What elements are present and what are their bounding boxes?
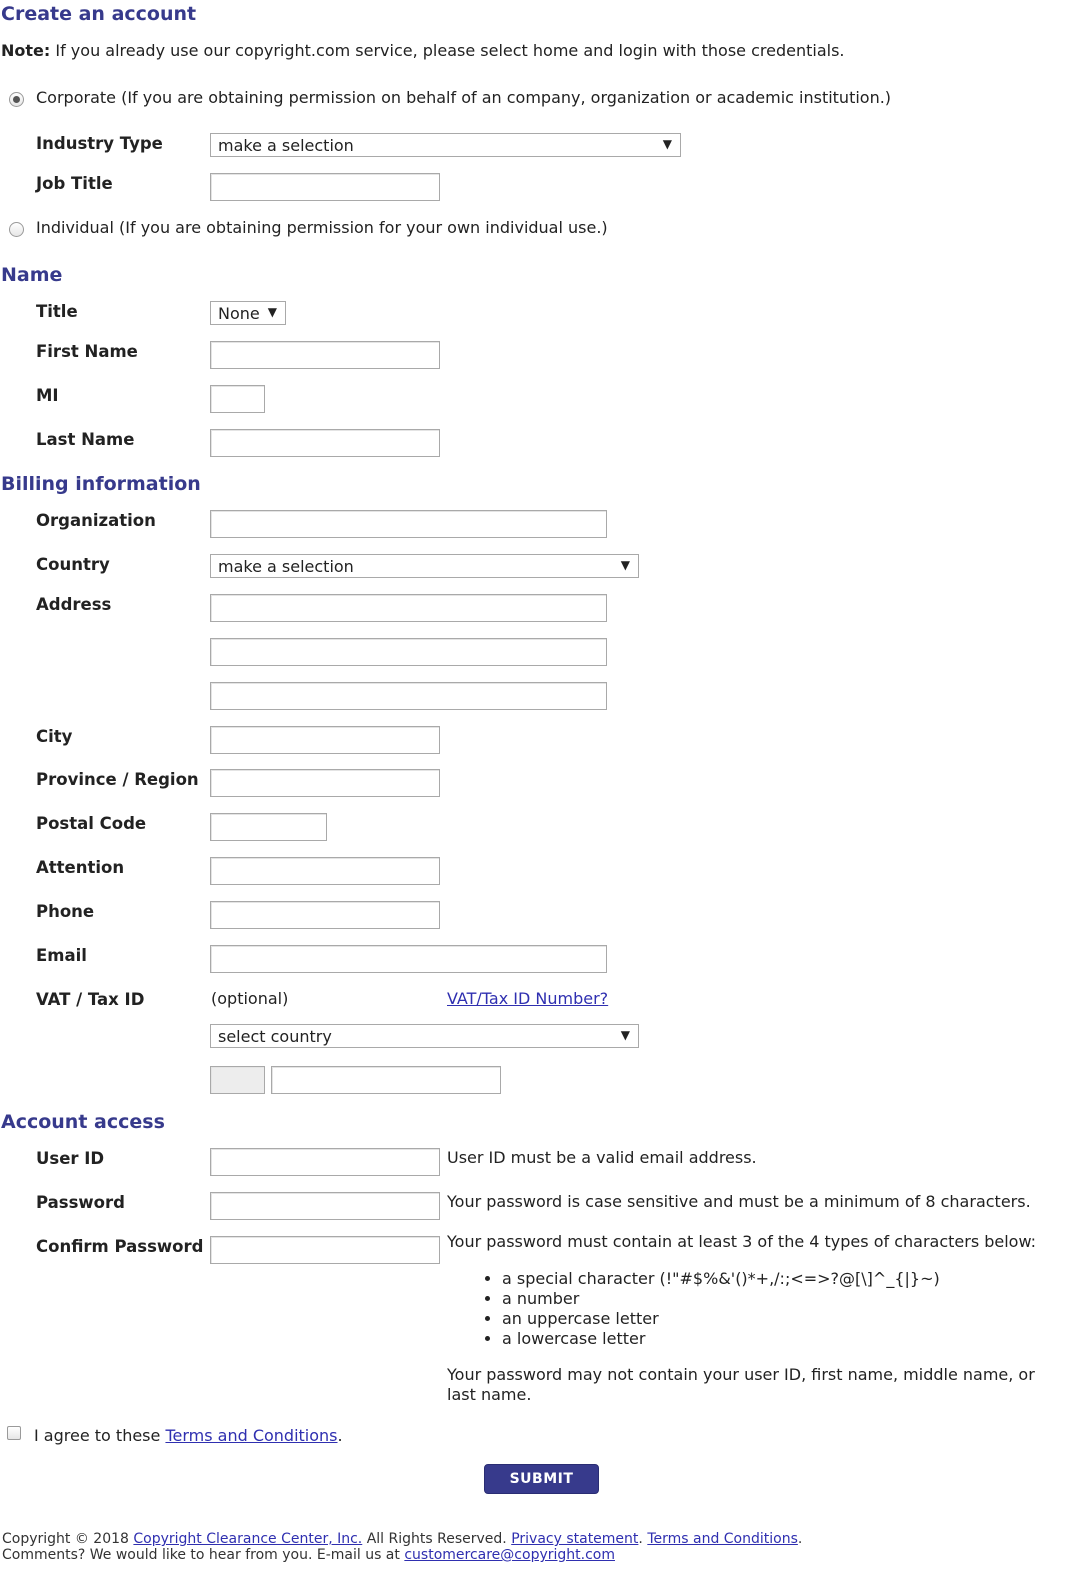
list-item: • a lowercase letter bbox=[502, 1329, 1067, 1349]
email-input[interactable] bbox=[210, 945, 607, 973]
password-restriction-line1: Your password may not contain your user ID, first name, middle name, or bbox=[447, 1365, 1035, 1384]
billing-heading: Billing information bbox=[1, 473, 201, 495]
industry-type-value: make a selection bbox=[218, 136, 354, 155]
address-line2-input[interactable] bbox=[210, 638, 607, 666]
country-value: make a selection bbox=[218, 557, 354, 576]
privacy-link[interactable]: Privacy statement bbox=[511, 1531, 639, 1547]
organization-input[interactable] bbox=[210, 510, 607, 538]
account-access-heading: Account access bbox=[1, 1111, 165, 1133]
confirm-password-hint: Your password must contain at least 3 of the 4 types of characters below: bbox=[447, 1232, 1037, 1251]
password-input[interactable] bbox=[210, 1192, 440, 1220]
terms-link[interactable]: Terms and Conditions bbox=[165, 1426, 338, 1445]
list-item: • an uppercase letter bbox=[502, 1309, 1067, 1329]
user-id-label: User ID bbox=[36, 1149, 105, 1168]
last-name-input[interactable] bbox=[210, 429, 440, 457]
vat-prefix-input bbox=[210, 1066, 265, 1094]
industry-type-select[interactable] bbox=[210, 133, 681, 157]
postal-code-label: Postal Code bbox=[36, 814, 147, 833]
password-restriction-line2: last name. bbox=[447, 1385, 532, 1404]
agree-suffix: . bbox=[337, 1426, 343, 1445]
rights-text: All Rights Reserved. bbox=[362, 1531, 512, 1547]
dropdown-arrow-icon: ▼ bbox=[620, 1028, 630, 1042]
user-id-hint: User ID must be a valid email address. bbox=[447, 1148, 757, 1167]
job-title-input[interactable] bbox=[210, 173, 440, 201]
password-label: Password bbox=[36, 1193, 125, 1212]
submit-button[interactable]: SUBMIT bbox=[484, 1464, 599, 1494]
job-title-label: Job Title bbox=[36, 174, 113, 193]
phone-input[interactable] bbox=[210, 901, 440, 929]
individual-label: Individual (If you are obtaining permission for your own individual use.) bbox=[36, 218, 608, 237]
list-item: • a special character (!"#$%&'()*+,/:;<=>?@[\]^_{|}~) bbox=[502, 1269, 1067, 1289]
mi-input[interactable] bbox=[210, 385, 265, 413]
mi-label: MI bbox=[36, 386, 59, 405]
province-label: Province / Region bbox=[36, 770, 199, 789]
agree-prefix: I agree to these bbox=[34, 1426, 166, 1445]
name-heading: Name bbox=[1, 264, 63, 286]
corporate-radio[interactable] bbox=[9, 92, 24, 107]
vat-help-link[interactable]: VAT/Tax ID Number? bbox=[447, 989, 609, 1008]
page-title: Create an account bbox=[1, 3, 197, 25]
footer-end: . bbox=[797, 1531, 803, 1547]
agree-text bbox=[34, 1426, 343, 1445]
country-select[interactable] bbox=[210, 554, 639, 578]
password-hint: Your password is case sensitive and must be a minimum of 8 characters. bbox=[447, 1192, 1031, 1211]
attention-label: Attention bbox=[36, 858, 125, 877]
copyright-prefix: Copyright © 2018 bbox=[2, 1531, 134, 1547]
title-select[interactable] bbox=[210, 301, 286, 325]
note-label: Note: bbox=[1, 41, 51, 60]
list-item: • a number bbox=[502, 1289, 1067, 1309]
vat-label: VAT / Tax ID bbox=[36, 990, 145, 1009]
vat-country-value: select country bbox=[218, 1027, 332, 1046]
title-label: Title bbox=[36, 302, 78, 321]
agree-checkbox[interactable] bbox=[7, 1426, 21, 1440]
dropdown-arrow-icon: ▼ bbox=[662, 137, 672, 151]
city-label: City bbox=[36, 727, 73, 746]
phone-label: Phone bbox=[36, 902, 95, 921]
company-link[interactable]: Copyright Clearance Center, Inc. bbox=[133, 1531, 363, 1547]
password-rules-list bbox=[447, 1269, 1067, 1349]
note bbox=[1, 41, 845, 60]
city-input[interactable] bbox=[210, 726, 440, 754]
confirm-password-input[interactable] bbox=[210, 1236, 440, 1264]
user-id-input[interactable] bbox=[210, 1148, 440, 1176]
organization-label: Organization bbox=[36, 511, 156, 530]
vat-country-select[interactable] bbox=[210, 1024, 639, 1048]
corporate-label: Corporate (If you are obtaining permission on behalf of an company, organization or academic institution.) bbox=[36, 88, 892, 107]
postal-code-input[interactable] bbox=[210, 813, 327, 841]
dropdown-arrow-icon: ▼ bbox=[267, 305, 277, 319]
address-label: Address bbox=[36, 595, 112, 614]
address-line3-input[interactable] bbox=[210, 682, 607, 710]
individual-radio[interactable] bbox=[9, 222, 24, 237]
confirm-password-label: Confirm Password bbox=[36, 1237, 204, 1256]
address-line1-input[interactable] bbox=[210, 594, 607, 622]
support-email-link[interactable]: customercare@copyright.com bbox=[404, 1547, 615, 1563]
footer-sep: . bbox=[638, 1531, 648, 1547]
title-select-value: None bbox=[218, 304, 260, 323]
footer-terms-link[interactable]: Terms and Conditions bbox=[647, 1531, 798, 1547]
province-input[interactable] bbox=[210, 769, 440, 797]
vat-number-input[interactable] bbox=[271, 1066, 501, 1094]
footer-comments bbox=[2, 1547, 615, 1563]
footer-copyright bbox=[2, 1531, 802, 1547]
comments-text: Comments? We would like to hear from you. E-mail us at bbox=[2, 1547, 405, 1563]
industry-type-label: Industry Type bbox=[36, 134, 163, 153]
vat-optional: (optional) bbox=[211, 989, 289, 1008]
dropdown-arrow-icon: ▼ bbox=[620, 558, 630, 572]
first-name-label: First Name bbox=[36, 342, 138, 361]
first-name-input[interactable] bbox=[210, 341, 440, 369]
note-text: If you already use our copyright.com service, please select home and login with those credentials. bbox=[50, 41, 845, 60]
attention-input[interactable] bbox=[210, 857, 440, 885]
email-label: Email bbox=[36, 946, 87, 965]
last-name-label: Last Name bbox=[36, 430, 135, 449]
country-label: Country bbox=[36, 555, 110, 574]
